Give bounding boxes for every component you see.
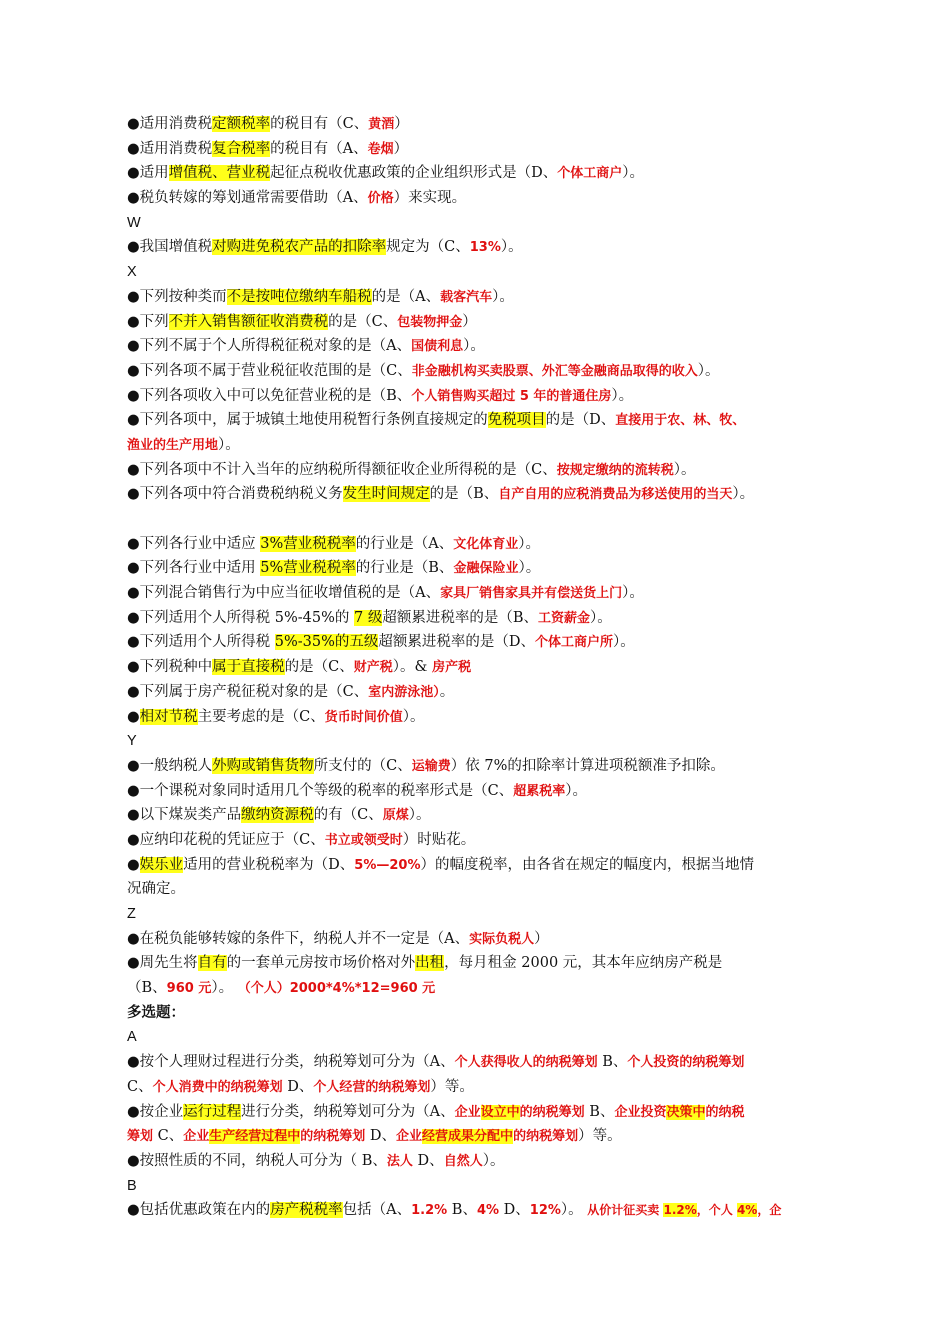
text-span: ●应纳印花税的凭证应于（C、 xyxy=(127,831,325,848)
text-span: 规定为（C、 xyxy=(386,239,470,256)
answer-text: ，个人 xyxy=(696,1203,737,1218)
text-span: Z xyxy=(127,906,136,922)
answer-text: 企业投资 xyxy=(614,1104,667,1120)
highlighted-text: 自有 xyxy=(197,955,227,972)
text-line xyxy=(127,532,847,557)
text-span: ）。 xyxy=(518,535,541,552)
answer-text: 超累税率 xyxy=(513,783,566,799)
text-span: ）。 xyxy=(211,980,238,997)
answer-text: 文化体育业 xyxy=(453,536,519,552)
text-line xyxy=(127,137,847,162)
answer-text: 4% xyxy=(736,1203,758,1218)
highlighted-text: 免税项目 xyxy=(487,412,546,429)
text-span: ）。& xyxy=(392,659,433,676)
text-span: 。 xyxy=(439,683,455,700)
text-span: 超额累进税率的是（D、 xyxy=(378,634,536,651)
answer-text: 家具厂销售家具并有偿送货上门 xyxy=(440,586,623,602)
answer-text: 财产税 xyxy=(353,660,393,676)
text-line xyxy=(127,1001,847,1026)
text-line xyxy=(127,754,847,779)
text-line xyxy=(127,655,847,680)
text-line xyxy=(127,1025,847,1050)
text-line xyxy=(127,803,847,828)
text-line xyxy=(127,581,847,606)
text-span: ●下列按种类而 xyxy=(127,288,227,305)
answer-text: 黄酒 xyxy=(368,117,395,132)
highlighted-text: 对购进免税农产品的扣除率 xyxy=(212,239,387,256)
text-span: ）。 xyxy=(463,338,485,355)
answer-text: 非金融机构买卖股票、外汇等金融商品取得的收入 xyxy=(411,363,698,379)
answer-text: 按规定缴纳的流转税 xyxy=(556,462,674,478)
text-span: ）。 xyxy=(673,461,696,478)
text-span: D、 xyxy=(499,1202,530,1219)
answer-text: 设立中 xyxy=(480,1104,520,1120)
answer-text: 1.2% xyxy=(663,1203,697,1218)
text-span: ）。 xyxy=(218,436,240,453)
text-line xyxy=(127,1100,847,1125)
answer-text: 生产经营过程中 xyxy=(209,1129,301,1145)
text-span: ）。 xyxy=(622,165,645,182)
highlighted-text: 房产税税率 xyxy=(270,1202,343,1219)
text-span: ●按照性质的不同，纳税人可分为（ B、 xyxy=(127,1152,387,1169)
text-line xyxy=(127,161,847,186)
text-span: 的一套单元房按市场价格对外 xyxy=(226,955,416,972)
text-span: ，每月租金 2000 元，其本年应纳房产税是 xyxy=(444,955,723,972)
text-span: ）。 xyxy=(518,560,541,577)
answer-text: 运输费 xyxy=(411,758,451,774)
answer-text: 渔业的生产用地 xyxy=(127,437,219,453)
answer-text: 实际负税人 xyxy=(469,931,535,947)
text-span: ● xyxy=(127,708,140,725)
text-span: ）。 xyxy=(482,1152,505,1169)
text-span: ●下列各项中不计入当年的应纳税所得额征收企业所得税的是（C、 xyxy=(127,461,557,478)
text-span: ●在税负能够转嫁的条件下，纳税人并不一定是（A、 xyxy=(127,930,470,947)
answer-text: 载客汽车 xyxy=(440,289,493,305)
text-span: 进行分类，纳税筹划可分为（A、 xyxy=(241,1103,455,1120)
answer-text: 企业 xyxy=(183,1129,210,1145)
answer-text: 的纳税筹划 xyxy=(300,1129,366,1145)
answer-text: 房产税 xyxy=(432,660,472,676)
text-span: ●下列各项不属于营业税征收范围的是（C、 xyxy=(127,362,412,379)
text-span: ●按个人理财过程进行分类，纳税筹划可分为（A、 xyxy=(127,1054,455,1071)
answer-text: 包装物押金 xyxy=(397,314,463,330)
text-line xyxy=(127,1075,847,1100)
text-line xyxy=(127,1198,847,1223)
text-span: B、 xyxy=(447,1202,477,1219)
highlighted-text: 5%-35%的五级 xyxy=(274,634,379,651)
text-span: ●下列各项中符合消费税纳税义务 xyxy=(127,486,343,503)
answer-text: 自产自用的应税消费品为移送使用的当天 xyxy=(498,487,733,503)
answer-text: 卷烟 xyxy=(367,141,394,157)
answer-text: 书立或领受时 xyxy=(324,832,403,848)
answer-text: 960 元 xyxy=(166,981,212,997)
text-span: ●下列各项中，属于城镇土地使用税暂行条例直接规定的 xyxy=(127,412,488,429)
text-line xyxy=(127,334,847,359)
answer-text: 个人获得收人的纳税筹划 xyxy=(454,1055,598,1071)
text-span: ●包括优惠政策在内的 xyxy=(127,1202,271,1219)
answer-text: 经营成果分配中 xyxy=(422,1129,514,1145)
blank-line xyxy=(127,507,847,532)
text-span: W xyxy=(127,214,141,231)
text-span: 的行业是（A、 xyxy=(355,535,454,552)
text-span: ） xyxy=(534,930,549,947)
text-span: 的是（C、 xyxy=(284,659,354,676)
highlighted-text: 出租 xyxy=(415,955,445,972)
highlighted-text: 复合税率 xyxy=(212,140,271,157)
text-span: D、 xyxy=(412,1152,444,1169)
text-span: ●按企业 xyxy=(127,1103,184,1120)
highlighted-text: 增值税、营业税 xyxy=(168,165,271,182)
text-span: ●下列属于房产税征税对象的是（C、 xyxy=(127,683,369,700)
text-line xyxy=(127,630,847,655)
text-span: ●下列各行业中适用 xyxy=(127,560,261,577)
answer-text: 个体工商户所 xyxy=(535,635,614,651)
text-span: （B、 xyxy=(127,980,167,997)
text-line xyxy=(127,705,847,730)
text-span: 的是（C、 xyxy=(328,313,398,330)
text-span: ）。 xyxy=(622,585,644,602)
text-span: 况确定。 xyxy=(127,881,185,898)
answer-text: 个人经营的纳税筹划 xyxy=(313,1079,431,1095)
text-line xyxy=(127,951,847,976)
answer-text: 货币时间价值 xyxy=(324,709,403,725)
text-span: ●适用消费税 xyxy=(127,140,213,157)
text-span: ）时贴花。 xyxy=(402,831,476,848)
answer-text: 1.2% xyxy=(411,1203,448,1219)
answer-text: 的纳税筹划 xyxy=(513,1129,579,1145)
answer-text: 从价计征买卖 xyxy=(587,1203,664,1218)
highlighted-text: 发生时间规定 xyxy=(342,486,430,503)
text-line xyxy=(127,285,847,310)
text-line xyxy=(127,310,847,335)
text-line xyxy=(127,927,847,952)
text-line xyxy=(127,606,847,631)
text-span: ）。 xyxy=(500,239,523,256)
text-span: ●一个课税对象同时适用几个等级的税率的税率形式是（C、 xyxy=(127,782,514,799)
text-span: 的行业是（B、 xyxy=(355,560,454,577)
highlighted-text: 相对节税 xyxy=(139,708,198,725)
answer-text: 12% xyxy=(529,1203,561,1219)
answer-text: 金融保险业 xyxy=(453,561,519,577)
text-span: D、 xyxy=(365,1128,397,1145)
text-span: 包括（A、 xyxy=(342,1202,412,1219)
answer-text: 法人 xyxy=(386,1153,413,1169)
text-span: ）依 7%的扣除率计算进项税额准予扣除。 xyxy=(450,757,725,774)
text-span: 的有（C、 xyxy=(313,807,383,824)
highlighted-text: 属于直接税 xyxy=(212,659,285,676)
text-span: ）。 xyxy=(402,708,425,725)
text-span: ）等。 xyxy=(430,1078,474,1095)
text-line xyxy=(127,1124,847,1149)
highlighted-text: 不并入销售额征收消费税 xyxy=(168,313,329,330)
text-span: ）来实现。 xyxy=(393,190,467,207)
answer-text: 企业 xyxy=(396,1129,423,1145)
answer-text: 筹划 xyxy=(127,1129,154,1145)
text-span: ●税负转嫁的筹划通常需要借助（A、 xyxy=(127,190,368,207)
highlighted-text: 7 级 xyxy=(354,609,383,626)
answer-text: 室内游泳池） xyxy=(368,684,440,700)
text-span: ●下列不属于个人所得税征税对象的是（A、 xyxy=(127,338,412,355)
text-span: 的是（B、 xyxy=(429,486,499,503)
text-span: ）。 xyxy=(613,634,635,651)
text-span: ●下列 xyxy=(127,313,169,330)
answer-text: 原煤 xyxy=(382,808,409,824)
answer-text: 的纳税筹划 xyxy=(519,1104,585,1120)
text-span: ●下列混合销售行为中应当征收增值税的是（A、 xyxy=(127,585,441,602)
answer-text: 价格 xyxy=(367,191,394,207)
text-span: B、 xyxy=(597,1054,628,1071)
text-span: Y xyxy=(127,733,137,750)
text-span: 起征点税收优惠政策的企业组织形式是（D、 xyxy=(270,165,558,182)
text-span: ●我国增值税 xyxy=(127,239,213,256)
text-span: ●下列各行业中适应 xyxy=(127,535,261,552)
answer-text: 13% xyxy=(469,240,501,256)
text-span: ）。 xyxy=(560,1202,588,1219)
text-line xyxy=(127,112,847,137)
answer-text: 个体工商户 xyxy=(557,166,623,182)
text-span: ●周先生将 xyxy=(127,955,198,972)
document-body xyxy=(127,112,847,1223)
answer-text: 工资薪金 xyxy=(538,610,591,626)
text-span: D、 xyxy=(282,1078,314,1095)
answer-text: ，企 xyxy=(757,1203,782,1218)
text-span: ）等。 xyxy=(578,1128,622,1145)
text-line xyxy=(127,779,847,804)
text-line xyxy=(127,1149,847,1174)
text-line xyxy=(127,211,847,236)
answer-text: 自然人 xyxy=(443,1153,483,1169)
answer-text: 个人消费中的纳税筹划 xyxy=(152,1079,283,1095)
text-span: 所支付的（C、 xyxy=(313,757,412,774)
answer-text: 个人销售购买超过 5 年的普通住房 xyxy=(411,388,612,404)
text-span: ） xyxy=(393,140,409,157)
text-line xyxy=(127,1174,847,1199)
text-span: 多选题： xyxy=(127,1004,185,1021)
text-span: B xyxy=(127,1177,137,1194)
highlighted-text: 3%营业税税率 xyxy=(260,535,356,552)
text-line xyxy=(127,458,847,483)
text-span: ）。 xyxy=(611,387,634,404)
answer-text: 5%—20% xyxy=(354,857,421,873)
answer-text: （个人）2000*4%*12=960 元 xyxy=(237,981,436,997)
text-span: ●适用 xyxy=(127,165,169,182)
answer-text: 的纳税 xyxy=(705,1104,745,1120)
text-span: X xyxy=(127,264,137,281)
text-line xyxy=(127,556,847,581)
text-span: ）。 xyxy=(697,362,720,379)
text-span: ●下列各项收入中可以免征营业税的是（B、 xyxy=(127,387,412,404)
text-line xyxy=(127,260,847,285)
text-span: ）。 xyxy=(565,782,588,799)
text-line xyxy=(127,877,847,902)
text-span: ）的幅度税率，由各省在规定的幅度内，根据当地情 xyxy=(420,856,754,873)
text-span: 的是（A、 xyxy=(371,288,441,305)
text-line xyxy=(127,902,847,927)
text-line xyxy=(127,235,847,260)
highlighted-text: 定额税率 xyxy=(212,116,271,132)
text-span: ） xyxy=(462,313,477,330)
highlighted-text: 缴纳资源税 xyxy=(241,807,314,824)
text-span: ●下列适用个人所得税 xyxy=(127,634,275,651)
text-line xyxy=(127,680,847,705)
highlighted-text: 外购或销售货物 xyxy=(212,757,314,774)
text-line xyxy=(127,186,847,211)
answer-text: 个人投资的纳税筹划 xyxy=(627,1055,745,1071)
text-line xyxy=(127,853,847,878)
text-span: ● xyxy=(127,856,140,873)
text-span: ）。 xyxy=(408,807,431,824)
text-span: ●下列税种中 xyxy=(127,659,213,676)
answer-text: 决策中 xyxy=(666,1104,706,1120)
text-span: ●适用消费税 xyxy=(127,116,213,132)
text-span: 适用的营业税税率为（D、 xyxy=(183,856,355,873)
text-span: C、 xyxy=(153,1128,184,1145)
text-span: 的税目有（A、 xyxy=(270,140,368,157)
text-line xyxy=(127,828,847,853)
text-line xyxy=(127,729,847,754)
text-line xyxy=(127,1050,847,1075)
text-line xyxy=(127,408,847,433)
text-span: B、 xyxy=(584,1103,615,1120)
text-span: 主要考虑的是（C、 xyxy=(197,708,325,725)
text-span: ）。 xyxy=(492,288,514,305)
text-line xyxy=(127,359,847,384)
answer-text: 国债利息 xyxy=(411,339,464,355)
text-line xyxy=(127,433,847,458)
text-line xyxy=(127,482,847,507)
text-span: 超额累进税率的是（B、 xyxy=(382,609,539,626)
text-line xyxy=(127,976,847,1001)
highlighted-text: 不是按吨位缴纳车船税 xyxy=(226,288,372,305)
text-span: ●下列适用个人所得税 5%-45%的 xyxy=(127,609,355,626)
answer-text: 4% xyxy=(476,1203,500,1219)
text-span: 的税目有（C、 xyxy=(270,116,369,132)
text-line xyxy=(127,384,847,409)
text-span: ●一般纳税人 xyxy=(127,757,213,774)
text-span: 的是（D、 xyxy=(545,412,616,429)
text-span: ）。 xyxy=(732,486,755,503)
text-span: C、 xyxy=(127,1078,153,1095)
text-span: ） xyxy=(394,116,409,132)
text-span: ）。 xyxy=(590,609,612,626)
highlighted-text: 运行过程 xyxy=(183,1103,242,1120)
highlighted-text: 娱乐业 xyxy=(139,856,184,873)
highlighted-text: 5%营业税税率 xyxy=(260,560,356,577)
answer-text: 直接用于农、林、牧、 xyxy=(615,413,746,429)
text-span: A xyxy=(127,1029,137,1046)
text-span: ●以下煤炭类产品 xyxy=(127,807,242,824)
answer-text: 企业 xyxy=(454,1104,481,1120)
